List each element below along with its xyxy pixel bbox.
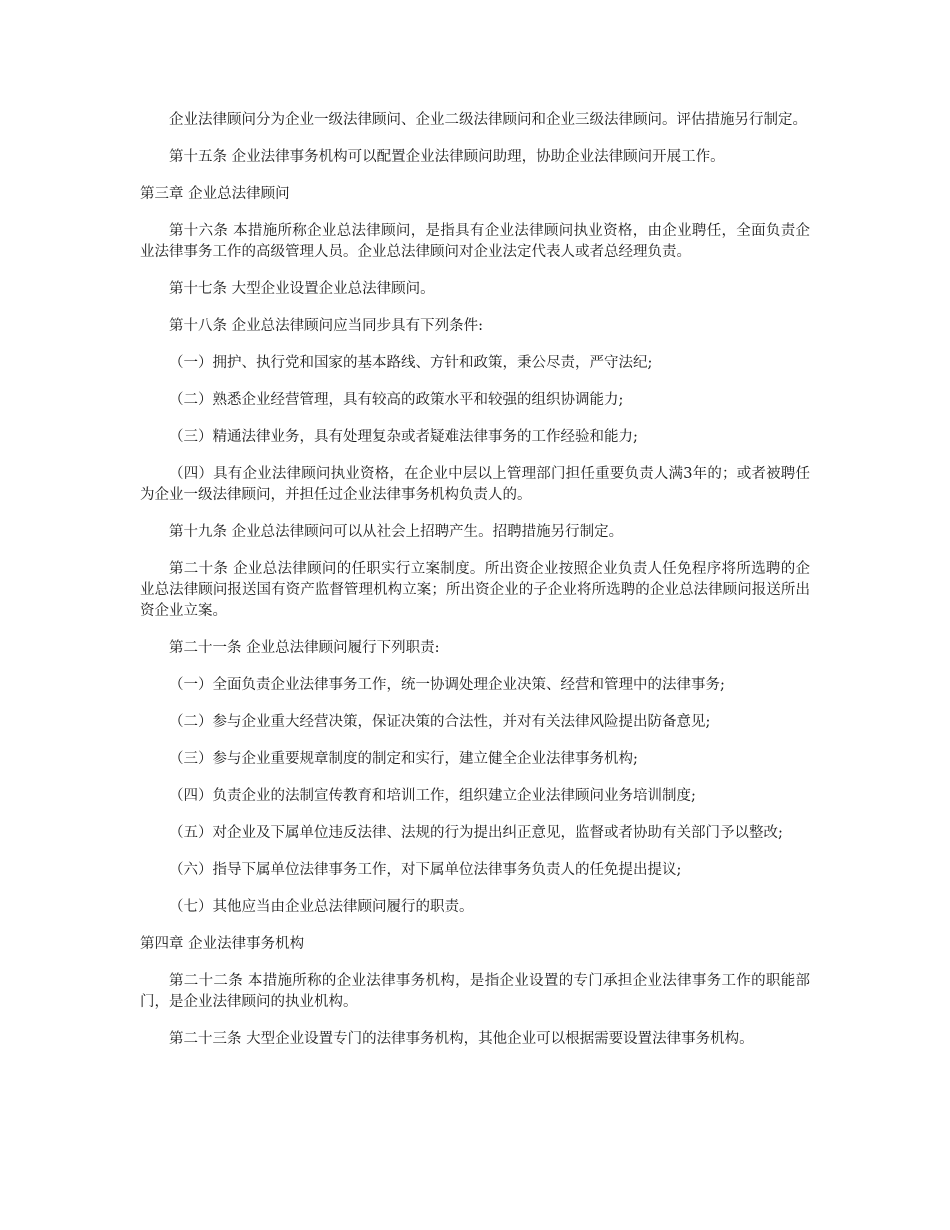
article-21-item-1: （一）全面负责企业法律事务工作，统一协调处理企业决策、经营和管理中的法律事务; [169, 677, 725, 693]
chapter-4-heading: 第四章 企业法律事务机构 [140, 936, 305, 952]
article-21-item-6: （六）指导下属单位法律事务工作，对下属单位法律事务负责人的任免提出提议; [169, 862, 682, 878]
article-18-item-3: （三）精通法律业务，具有处理复杂或者疑难法律事务的工作经验和能力; [169, 429, 638, 445]
article-18-item-2: （二）熟悉企业经营管理，具有较高的政策水平和较强的组织协调能力; [169, 392, 624, 408]
chapter-3-heading: 第三章 企业总法律顾问 [140, 186, 290, 202]
article-23: 第二十三条 大型企业设置专门的法律事务机构，其他企业可以根据需要设置法律事务机构。 [169, 1031, 754, 1047]
article-21-item-5: （五）对企业及下属单位违反法律、法规的行为提出纠正意见，监督或者协助有关部门予以整改; [169, 825, 783, 841]
article-20: 第二十条 企业总法律顾问的任职实行立案制度。所出资企业按照企业负责人任免程序将所选聘的企业总法律顾问报送国有资产监督管理机构立案；所出资企业的子企业将所选聘的企业总法律顾问报送所出资企业立案。 [140, 561, 810, 619]
article-22: 第二十二条 本措施所称的企业法律事务机构，是指企业设置的专门承担企业法律事务工作的职能部门，是企业法律顾问的执业机构。 [140, 973, 810, 1010]
paragraph: 企业法律顾问分为企业一级法律顾问、企业二级法律顾问和企业三级法律顾问。评估措施另行制定。 [169, 112, 807, 128]
article-18-item-4: （四）具有企业法律顾问执业资格，在企业中层以上管理部门担任重要负责人满3年的；或者被聘任为企业一级法律顾问，并担任过企业法律事务机构负责人的。 [140, 466, 810, 503]
article-21-item-7: （七）其他应当由企业总法律顾问履行的职责。 [169, 899, 474, 915]
article-21-item-3: （三）参与企业重要规章制度的制定和实行，建立健全企业法律事务机构; [169, 751, 638, 767]
article-21-item-2: （二）参与企业重大经营决策，保证决策的合法性，并对有关法律风险提出防备意见; [169, 714, 711, 730]
article-18: 第十八条 企业总法律顾问应当同步具有下列条件: [169, 318, 483, 334]
article-21-item-4: （四）负责企业的法制宣传教育和培训工作，组织建立企业法律顾问业务培训制度; [169, 788, 696, 804]
article-16: 第十六条 本措施所称企业总法律顾问，是指具有企业法律顾问执业资格，由企业聘任，全面负责企业法律事务工作的高级管理人员。企业总法律顾问对企业法定代表人或者总经理负责。 [140, 223, 810, 260]
article-17: 第十七条 大型企业设置企业总法律顾问。 [169, 281, 435, 297]
article-19: 第十九条 企业总法律顾问可以从社会上招聘产生。招聘措施另行制定。 [169, 524, 624, 540]
article-15: 第十五条 企业法律事务机构可以配置企业法律顾问助理，协助企业法律顾问开展工作。 [169, 149, 725, 165]
article-18-item-1: （一）拥护、执行党和国家的基本路线、方针和政策，秉公尽责，严守法纪; [169, 355, 653, 371]
article-21: 第二十一条 企业总法律顾问履行下列职责: [169, 640, 440, 656]
